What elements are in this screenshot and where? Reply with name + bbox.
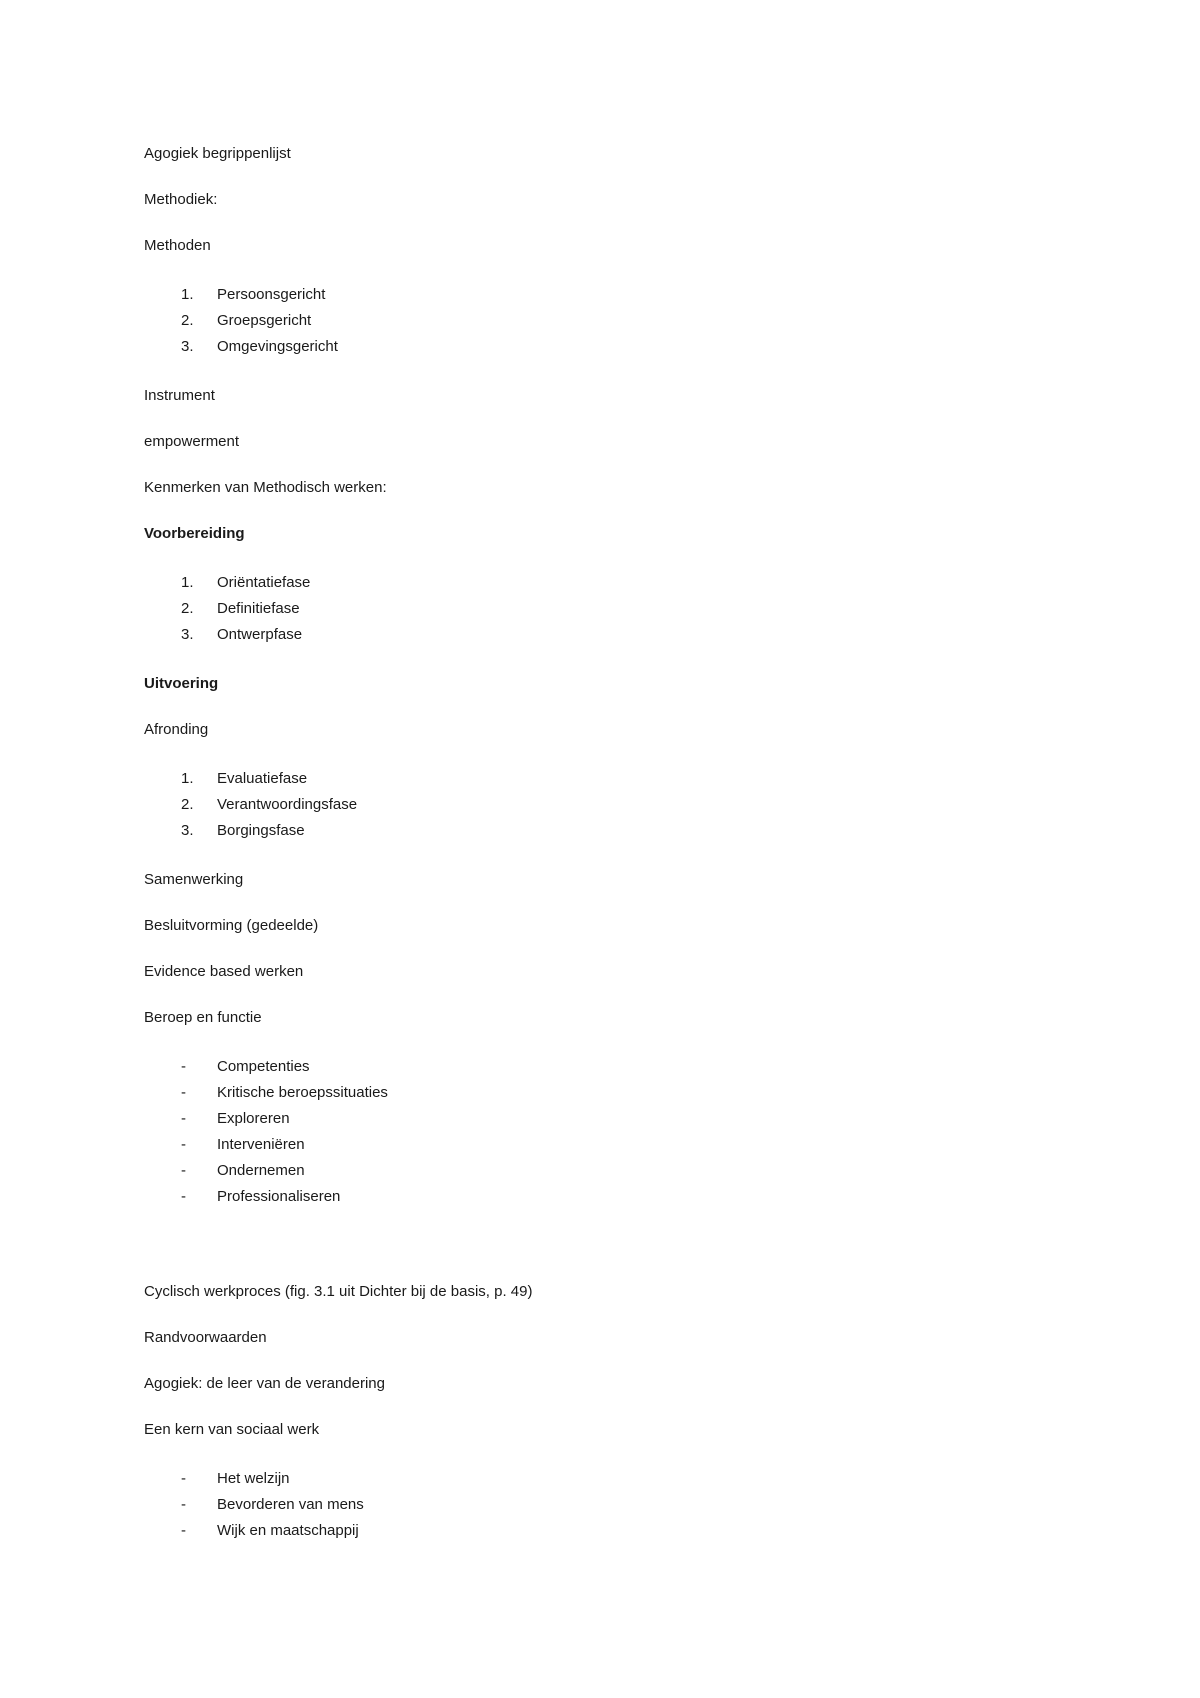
list-marker: - — [181, 1084, 186, 1101]
list-marker: - — [181, 1110, 186, 1127]
heading-randvoorwaarden: Randvoorwaarden — [144, 1329, 267, 1346]
list-item-text: Omgevingsgericht — [217, 338, 338, 355]
list-item-text: Groepsgericht — [217, 312, 312, 329]
list-item-text: Oriëntatiefase — [217, 574, 311, 591]
list-marker: - — [181, 1058, 186, 1075]
list-marker: 3. — [181, 822, 194, 839]
list-item-text: Competenties — [217, 1058, 310, 1075]
list-marker: - — [181, 1496, 186, 1513]
list-marker: 1. — [181, 770, 194, 787]
list-item — [144, 1518, 1044, 1544]
afronding-list — [144, 766, 1044, 844]
heading-instrument: Instrument — [144, 387, 215, 404]
heading-agogiek-definitie: Agogiek: de leer van de verandering — [144, 1375, 385, 1392]
list-item — [144, 1080, 1044, 1106]
list-item-text: Exploreren — [217, 1110, 290, 1127]
heading-cyclisch: Cyclisch werkproces (fig. 3.1 uit Dichter bij de basis, p. 49) — [144, 1283, 533, 1300]
heading-beroep: Beroep en functie — [144, 1009, 262, 1026]
list-marker: 2. — [181, 312, 194, 329]
heading-kenmerken: Kenmerken van Methodisch werken: — [144, 479, 387, 496]
list-item-text: Borgingsfase — [217, 822, 305, 839]
list-item — [144, 334, 1044, 360]
list-marker: - — [181, 1522, 186, 1539]
list-item-text: Bevorderen van mens — [217, 1496, 364, 1513]
list-item-text: Definitiefase — [217, 600, 300, 617]
list-item — [144, 1184, 1044, 1210]
list-marker: 1. — [181, 286, 194, 303]
list-item-text: Kritische beroepssituaties — [217, 1084, 388, 1101]
list-item — [144, 1466, 1044, 1492]
list-item-text: Wijk en maatschappij — [217, 1522, 359, 1539]
list-item-text: Ontwerpfase — [217, 626, 303, 643]
list-item-text: Verantwoordingsfase — [217, 796, 358, 813]
list-marker: - — [181, 1188, 186, 1205]
list-item — [144, 1132, 1044, 1158]
heading-methoden: Methoden — [144, 237, 211, 254]
list-item — [144, 570, 1044, 596]
list-marker: 3. — [181, 338, 194, 355]
heading-besluitvorming: Besluitvorming (gedeelde) — [144, 917, 319, 934]
list-item-text: Professionaliseren — [217, 1188, 341, 1205]
list-marker: - — [181, 1470, 186, 1487]
heading-kern: Een kern van sociaal werk — [144, 1421, 320, 1438]
list-item — [144, 282, 1044, 308]
list-item-text: Persoonsgericht — [217, 286, 326, 303]
heading-empowerment: empowerment — [144, 433, 240, 450]
list-marker: - — [181, 1136, 186, 1153]
kern-list — [144, 1466, 1044, 1544]
heading-uitvoering: Uitvoering — [144, 675, 219, 692]
document-body — [144, 144, 1044, 1570]
blank-line — [144, 1236, 1044, 1282]
beroep-list — [144, 1054, 1044, 1210]
list-item — [144, 1158, 1044, 1184]
list-item — [144, 818, 1044, 844]
list-item-text: Evaluatiefase — [217, 770, 308, 787]
list-item-text: Ondernemen — [217, 1162, 305, 1179]
list-item — [144, 792, 1044, 818]
heading-evidence: Evidence based werken — [144, 963, 304, 980]
list-item — [144, 766, 1044, 792]
list-item-text: Interveniëren — [217, 1136, 305, 1153]
list-marker: 1. — [181, 574, 194, 591]
list-marker: 3. — [181, 626, 194, 643]
document-title: Agogiek begrippenlijst — [144, 145, 291, 162]
methoden-list — [144, 282, 1044, 360]
list-item-text: Het welzijn — [217, 1470, 290, 1487]
list-item — [144, 1054, 1044, 1080]
list-item — [144, 1106, 1044, 1132]
list-item — [144, 622, 1044, 648]
list-marker: 2. — [181, 796, 194, 813]
list-marker: - — [181, 1162, 186, 1179]
list-marker: 2. — [181, 600, 194, 617]
list-item — [144, 308, 1044, 334]
heading-voorbereiding: Voorbereiding — [144, 525, 245, 542]
heading-afronding: Afronding — [144, 721, 209, 738]
list-item — [144, 1492, 1044, 1518]
list-item — [144, 596, 1044, 622]
heading-methodiek: Methodiek: — [144, 191, 218, 208]
voorbereiding-list — [144, 570, 1044, 648]
heading-samenwerking: Samenwerking — [144, 871, 244, 888]
